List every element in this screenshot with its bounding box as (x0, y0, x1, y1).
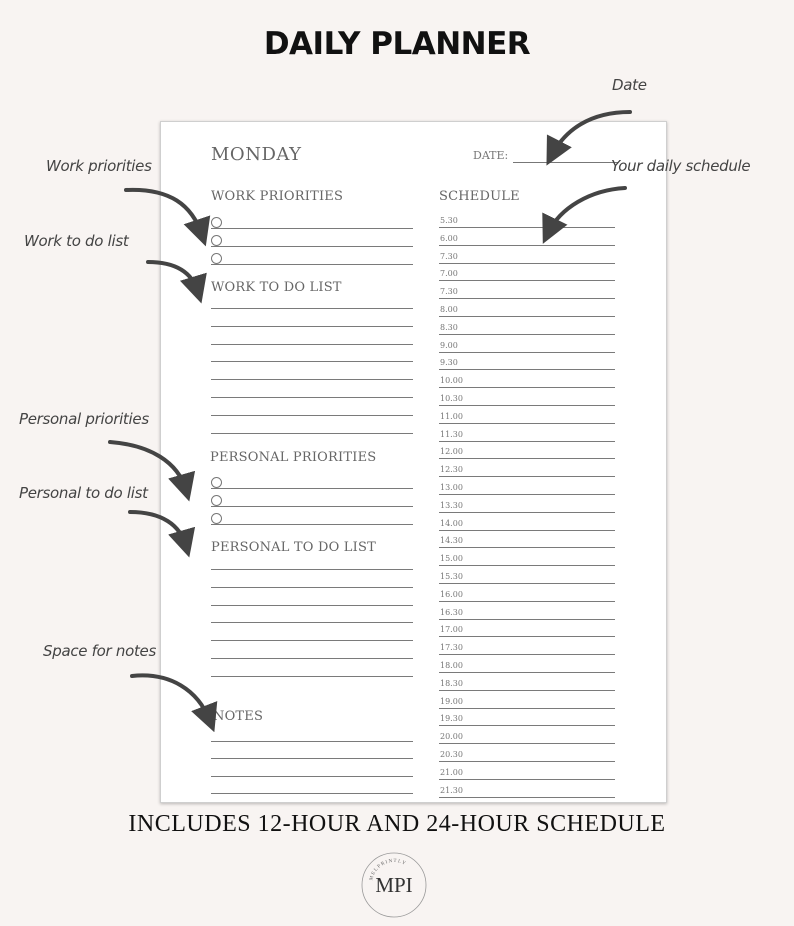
schedule-line[interactable] (439, 316, 615, 317)
personal-priority-checkbox[interactable] (211, 477, 222, 488)
schedule-line[interactable] (439, 725, 615, 726)
schedule-time-label: 8.30 (440, 322, 458, 332)
notes-heading: NOTES (213, 709, 264, 724)
date-line[interactable] (513, 162, 618, 163)
personal-todo-line[interactable] (211, 640, 413, 641)
logo-arc-text: MELPRINTLY (369, 858, 408, 882)
personal-priorities-heading: PERSONAL PRIORITIES (210, 450, 377, 465)
schedule-line[interactable] (439, 512, 615, 513)
schedule-time-label: 17.00 (440, 625, 463, 635)
work-priority-checkbox[interactable] (211, 235, 222, 246)
logo (358, 848, 430, 920)
schedule-time-label: 18.00 (440, 661, 463, 670)
schedule-time-label: 17.30 (440, 643, 463, 653)
schedule-line[interactable] (439, 547, 615, 548)
annotation-notes: Space for notes (43, 642, 156, 660)
schedule-time-label: 14.30 (440, 536, 463, 546)
schedule-time-label: 7.00 (440, 269, 458, 279)
logo-initials: MPI (375, 873, 413, 897)
annotation-schedule: Your daily schedule (611, 157, 751, 175)
notes-line[interactable] (211, 776, 413, 777)
schedule-line[interactable] (439, 708, 615, 709)
work-todo-heading: WORK TO DO LIST (211, 280, 342, 295)
schedule-line[interactable] (439, 797, 615, 798)
personal-priority-checkbox[interactable] (211, 495, 222, 506)
work-todo-line[interactable] (211, 433, 413, 434)
personal-todo-line[interactable] (211, 587, 413, 588)
schedule-time-label: 13.00 (440, 483, 463, 492)
schedule-line[interactable] (439, 619, 615, 620)
schedule-time-label: 7.30 (440, 287, 458, 297)
work-todo-line[interactable] (211, 415, 413, 416)
schedule-time-label: 6.00 (440, 233, 458, 243)
work-todo-line[interactable] (211, 344, 413, 345)
schedule-line[interactable] (439, 441, 615, 442)
schedule-time-label: 7.30 (440, 251, 458, 261)
schedule-time-label: 12.00 (440, 447, 463, 457)
schedule-line[interactable] (439, 263, 615, 264)
personal-todo-line[interactable] (211, 605, 413, 606)
planner-sheet (160, 121, 667, 803)
schedule-time-label: 9.00 (440, 340, 458, 350)
schedule-time-label: 10.00 (440, 376, 463, 386)
schedule-time-label: 16.30 (440, 607, 463, 617)
schedule-time-label: 20.30 (440, 750, 463, 759)
schedule-line[interactable] (439, 779, 615, 780)
work-todo-line[interactable] (211, 308, 413, 309)
work-todo-line[interactable] (211, 361, 413, 362)
schedule-time-label: 18.30 (440, 678, 463, 688)
personal-priority-checkbox[interactable] (211, 513, 222, 524)
schedule-time-label: 11.00 (440, 411, 463, 421)
schedule-time-label: 21.30 (440, 785, 463, 795)
schedule-time-label: 5.30 (440, 216, 458, 225)
schedule-time-label: 19.30 (440, 714, 463, 724)
annotation-personal-todo: Personal to do list (19, 484, 148, 502)
schedule-line[interactable] (439, 654, 615, 655)
schedule-line[interactable] (439, 761, 615, 762)
schedule-line[interactable] (439, 690, 615, 691)
schedule-line[interactable] (439, 227, 615, 228)
schedule-time-label: 20.00 (440, 732, 463, 742)
work-todo-line[interactable] (211, 379, 413, 380)
schedule-time-label: 14.00 (440, 518, 463, 528)
schedule-line[interactable] (439, 672, 615, 673)
schedule-time-label: 12.30 (440, 465, 463, 475)
work-todo-line[interactable] (211, 397, 413, 398)
personal-priority-line[interactable] (211, 488, 413, 489)
annotation-personal-priorities: Personal priorities (19, 410, 149, 428)
annotation-date: Date (612, 76, 647, 94)
work-priority-line[interactable] (211, 228, 413, 229)
personal-todo-line[interactable] (211, 658, 413, 659)
schedule-line[interactable] (439, 369, 615, 370)
work-priority-line[interactable] (211, 246, 413, 247)
schedule-line[interactable] (439, 423, 615, 424)
schedule-line[interactable] (439, 405, 615, 406)
notes-line[interactable] (211, 741, 413, 742)
schedule-line[interactable] (439, 352, 615, 353)
schedule-line[interactable] (439, 743, 615, 744)
schedule-line[interactable] (439, 458, 615, 459)
schedule-line[interactable] (439, 280, 615, 281)
schedule-line[interactable] (439, 387, 615, 388)
schedule-line[interactable] (439, 494, 615, 495)
schedule-time-label: 10.30 (440, 394, 463, 403)
schedule-time-label: 8.00 (440, 305, 458, 314)
schedule-line[interactable] (439, 476, 615, 477)
schedule-line[interactable] (439, 583, 615, 584)
schedule-line[interactable] (439, 636, 615, 637)
notes-line[interactable] (211, 758, 413, 759)
personal-todo-heading: PERSONAL TO DO LIST (211, 540, 376, 555)
personal-todo-line[interactable] (211, 569, 413, 570)
schedule-line[interactable] (439, 565, 615, 566)
schedule-line[interactable] (439, 530, 615, 531)
schedule-time-label: 13.30 (440, 500, 463, 510)
schedule-time-label: 15.00 (440, 554, 463, 564)
footer-caption: INCLUDES 12-HOUR AND 24-HOUR SCHEDULE (128, 811, 666, 837)
schedule-time-label: 16.00 (440, 589, 463, 599)
work-priority-checkbox[interactable] (211, 217, 222, 228)
annotation-work-priorities: Work priorities (46, 157, 152, 175)
personal-priority-line[interactable] (211, 506, 413, 507)
notes-line[interactable] (211, 793, 413, 794)
schedule-heading: SCHEDULE (439, 189, 520, 204)
schedule-line[interactable] (439, 334, 615, 335)
schedule-time-label: 19.00 (440, 696, 463, 706)
schedule-line[interactable] (439, 601, 615, 602)
schedule-line[interactable] (439, 245, 615, 246)
annotation-work-todo: Work to do list (24, 232, 129, 250)
work-priority-checkbox[interactable] (211, 253, 222, 264)
schedule-time-label: 21.00 (440, 767, 463, 777)
personal-priority-line[interactable] (211, 524, 413, 525)
personal-todo-line[interactable] (211, 622, 413, 623)
schedule-line[interactable] (439, 298, 615, 299)
work-priorities-heading: WORK PRIORITIES (211, 189, 344, 204)
work-priority-line[interactable] (211, 264, 413, 265)
schedule-time-label: 9.30 (440, 358, 458, 368)
date-label: DATE: (473, 149, 509, 162)
day-label: MONDAY (211, 144, 302, 165)
page-title: DAILY PLANNER (263, 26, 531, 62)
schedule-time-label: 15.30 (440, 572, 463, 581)
work-todo-line[interactable] (211, 326, 413, 327)
personal-todo-line[interactable] (211, 676, 413, 677)
schedule-time-label: 11.30 (440, 429, 463, 439)
